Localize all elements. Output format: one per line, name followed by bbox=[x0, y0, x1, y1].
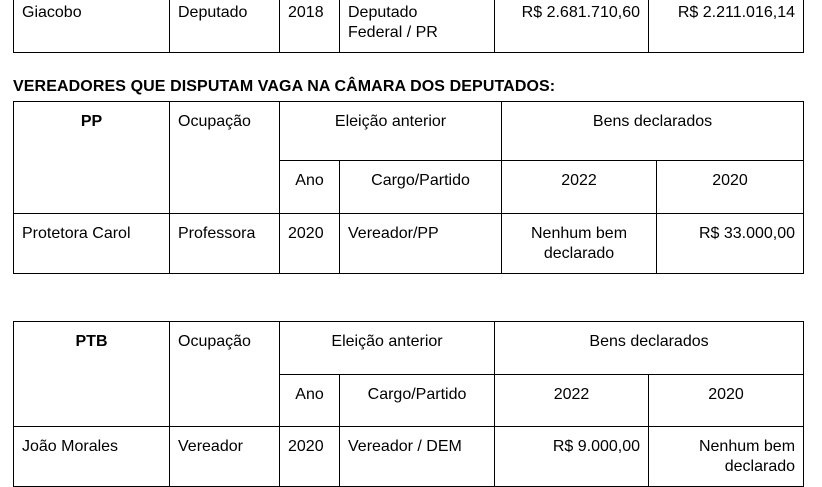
assets-2020: R$ 2.211.016,14 bbox=[677, 4, 795, 21]
party-name: PTB bbox=[75, 333, 108, 350]
position-line-2: Federal / PR bbox=[348, 24, 438, 41]
assets-2022: R$ 9.000,00 bbox=[552, 438, 641, 455]
assets-2020-line-1: Nenhum bem bbox=[698, 438, 796, 455]
assets-2022-line-1: Nenhum bem bbox=[530, 225, 628, 242]
table-row bbox=[14, 0, 804, 53]
header-year: Ano bbox=[295, 386, 324, 403]
assets-2022-line-2: declarado bbox=[543, 245, 615, 262]
position-party: Vereador / DEM bbox=[348, 438, 462, 455]
assets-2020: R$ 33.000,00 bbox=[698, 225, 796, 242]
table-row bbox=[14, 214, 804, 274]
assets-2022: R$ 2.681.710,60 bbox=[521, 4, 640, 21]
header-2022: 2022 bbox=[561, 172, 597, 189]
section-title: VEREADORES QUE DISPUTAM VAGA NA CÂMARA DOS DEPUTADOS: bbox=[13, 78, 556, 95]
table-header-row bbox=[14, 322, 804, 375]
occupation: Professora bbox=[178, 225, 256, 242]
party-table-pp bbox=[13, 101, 804, 274]
top-table bbox=[13, 0, 804, 53]
header-declared-assets: Bens declarados bbox=[592, 113, 713, 130]
candidate-name: Protetora Carol bbox=[22, 225, 131, 242]
candidate-name: João Morales bbox=[22, 438, 119, 455]
header-position-party: Cargo/Partido bbox=[371, 172, 470, 189]
position-party: Vereador/PP bbox=[348, 225, 439, 242]
election-year: 2018 bbox=[288, 4, 324, 21]
assets-2020-line-2: declarado bbox=[724, 458, 796, 475]
header-2020: 2020 bbox=[712, 172, 748, 189]
party-table-ptb bbox=[13, 321, 804, 487]
position-line-1: Deputado bbox=[348, 4, 418, 21]
header-2020: 2020 bbox=[708, 386, 744, 403]
occupation: Deputado bbox=[178, 4, 248, 21]
header-occupation: Ocupação bbox=[178, 333, 251, 350]
candidate-name: Giacobo bbox=[22, 4, 82, 21]
header-occupation: Ocupação bbox=[178, 113, 251, 130]
header-previous-election: Eleição anterior bbox=[334, 113, 447, 130]
header-previous-election: Eleição anterior bbox=[331, 333, 443, 350]
party-name: PP bbox=[80, 113, 103, 130]
header-declared-assets: Bens declarados bbox=[589, 333, 709, 350]
header-year: Ano bbox=[295, 172, 324, 189]
election-year: 2020 bbox=[288, 438, 324, 455]
table-row bbox=[14, 427, 804, 487]
header-2022: 2022 bbox=[553, 386, 590, 403]
occupation: Vereador bbox=[178, 438, 243, 455]
election-year: 2020 bbox=[288, 225, 324, 242]
header-position-party: Cargo/Partido bbox=[367, 386, 467, 403]
table-header-row bbox=[14, 102, 804, 161]
